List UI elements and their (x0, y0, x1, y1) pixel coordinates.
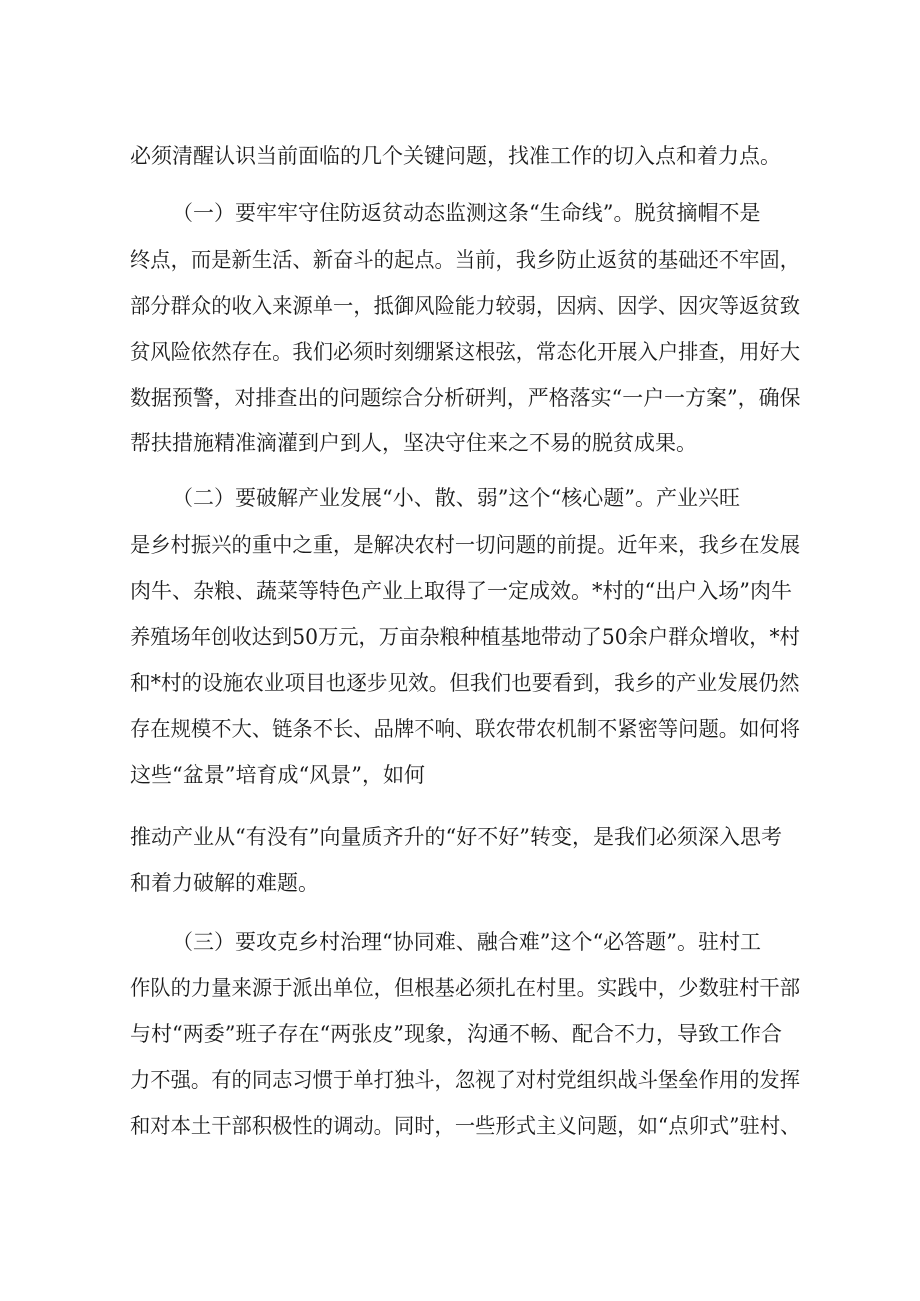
text-line-6: 数据预警，对排查出的问题综合分析研判，严格落实“一户一方案”，确保 (130, 386, 801, 410)
text-line-20: 力不强。有的同志习惯于单打独斗，忽视了对村党组织战斗堡垒作用的发挥 (130, 1068, 800, 1092)
text-line-17: （三）要攻克乡村治理“协同难、融合难”这个“必答题”。驻村工 (172, 930, 761, 954)
text-line-3: 终点，而是新生活、新奋斗的起点。当前，我乡防止返贫的基础还不牢固， (130, 248, 800, 272)
text-line-14: 这些“盆景”培育成“风景”，如何 (130, 763, 425, 787)
text-line-4: 部分群众的收入来源单一，抵御风险能力较弱，因病、因学、因灾等返贫致 (130, 294, 800, 318)
text-line-7: 帮扶措施精准滴灌到户到人，坚决守住来之不易的脱贫成果。 (130, 431, 697, 455)
text-line-9: 是乡村振兴的重中之重，是解决农村一切问题的前提。近年来，我乡在发展 (130, 533, 800, 557)
text-line-1: 必须清醒认识当前面临的几个关键问题，找准工作的切入点和着力点。 (130, 144, 781, 168)
text-line-5: 贫风险依然存在。我们必须时刻绷紧这根弦，常态化开展入户排查，用好大 (130, 340, 800, 364)
text-line-15: 推动产业从“有没有”向量质齐升的“好不好”转变，是我们必须深入思考 (130, 825, 782, 849)
text-line-11: 养殖场年创收达到50万元，万亩杂粮种植基地带动了50余户群众增收，*村 (130, 625, 800, 649)
text-line-19: 与村“两委”班子存在“两张皮”现象，沟通不畅、配合不力，导致工作合 (130, 1022, 782, 1046)
text-line-10: 肉牛、杂粮、蔬菜等特色产业上取得了一定成效。*村的“出户入场”肉牛 (130, 579, 792, 603)
text-line-18: 作队的力量来源于派出单位，但根基必须扎在村里。实践中，少数驻村干部 (130, 976, 800, 1000)
text-line-8: （二）要破解产业发展“小、散、弱”这个“核心题”。产业兴旺 (172, 486, 740, 510)
text-line-12: 和*村的设施农业项目也逐步见效。但我们也要看到，我乡的产业发展仍然 (130, 671, 800, 695)
text-line-21: 和对本土干部积极性的调动。同时，一些形式主义问题，如“点卯式”驻村、 (130, 1114, 801, 1138)
text-line-16: 和着力破解的难题。 (130, 871, 319, 895)
text-line-13: 存在规模不大、链条不长、品牌不响、联农带农机制不紧密等问题。如何将 (130, 717, 800, 741)
text-line-2: （一）要牢牢守住防返贫动态监测这条“生命线”。脱贫摘帽不是 (172, 201, 761, 225)
